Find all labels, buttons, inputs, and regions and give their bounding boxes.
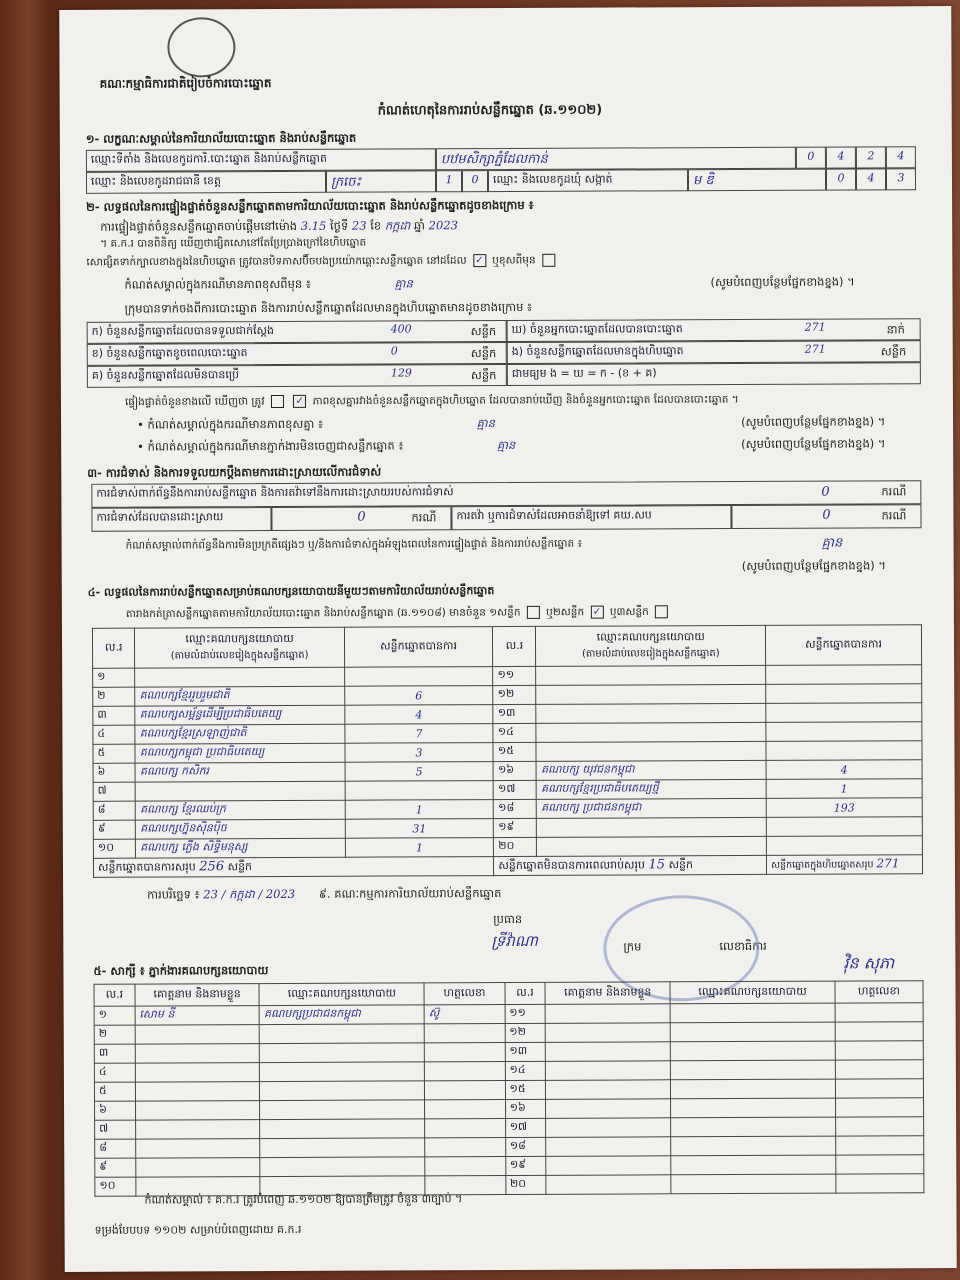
commune-value: ម ឌិ bbox=[688, 169, 826, 192]
commune-code-digit: 0 bbox=[826, 168, 856, 190]
total-valid-cell: សន្លឹកឆ្នោតបានការសរុប 256 សន្លឹក bbox=[93, 857, 493, 878]
row-number: ៧ bbox=[93, 782, 135, 801]
vote-count: 3 bbox=[345, 743, 494, 763]
col-no: ល.រ bbox=[493, 626, 536, 666]
party-name bbox=[536, 722, 766, 742]
party-name bbox=[135, 781, 344, 801]
witness-party bbox=[260, 1100, 425, 1120]
section5-title: ៥- សាក្សី ៖ ភ្នាក់ងារគណបក្សនយោបាយ bbox=[93, 963, 269, 978]
witness-party: គណបក្សប្រជាជនកម្ពុជា bbox=[259, 1005, 424, 1025]
witness-signature bbox=[836, 1136, 924, 1155]
formula: ជាមធ្យម ង = ឃ = ក - (ខ + គ) bbox=[507, 362, 921, 386]
witness-party bbox=[260, 1043, 425, 1063]
row-number: ១ bbox=[94, 1006, 135, 1025]
witness-party bbox=[670, 1022, 835, 1042]
seal-line: សោផ្សិតទាក់ក្បាលខាងក្នុងនៃហិបឆ្នោត ត្រូវបានបិទភាសប៊ិ៍ចបងប្រយ៉ោកឆ្ពោះសន្លឹកឆ្នោត នៅដដែល ✓ ឬខុសពីមុន bbox=[86, 254, 558, 272]
witness-signature bbox=[835, 1041, 923, 1060]
note2-value: គ្មាន bbox=[476, 416, 495, 431]
witness-signature bbox=[424, 1024, 504, 1043]
appeal-label: ការតវ៉ា ឬការជំទាស់ដែលអាចនាំឱ្យទៅ គឃ.សប bbox=[451, 505, 731, 530]
row-a-label: ក) ចំនួនសន្លឹកឆ្នោតដែលបានទទួលជាក់ស្ដែង bbox=[87, 320, 507, 344]
witness-name bbox=[546, 1118, 671, 1138]
row-number: ៩ bbox=[93, 820, 135, 839]
chair-label: ប្រធាន bbox=[493, 911, 523, 927]
party-name: គណបក្សកម្ពុជា ប្រជាធិបតេយ្យ bbox=[135, 743, 344, 763]
row-number: ៥ bbox=[94, 1082, 135, 1101]
party-name: គណបក្សហ្វ៊ុនស៊ិនប៉ិច bbox=[136, 819, 345, 839]
row-number: ១២ bbox=[505, 1023, 546, 1042]
witness-party bbox=[670, 1060, 835, 1080]
vote-count bbox=[766, 722, 922, 742]
row-c-label: គ) ចំនួនសន្លឹកឆ្នោតដែលមិនបានប្រើ bbox=[87, 364, 507, 388]
witness-party bbox=[671, 1117, 836, 1137]
row-a-unit: សន្លឹក bbox=[470, 324, 497, 339]
section3-title: ៣- ការជំទាស់ និងការទទួលយកប្តឹងតាមការដោះស្រាយលើការជំទាស់ bbox=[87, 464, 382, 480]
party-results-table bbox=[92, 624, 923, 878]
row-number: ១៥ bbox=[493, 742, 536, 761]
witness-party bbox=[670, 1003, 835, 1023]
row-number: ៥ bbox=[93, 744, 135, 763]
witness-party bbox=[671, 1155, 836, 1175]
row-number: ១៨ bbox=[494, 799, 537, 818]
section1-title: ១- លក្ខណៈសម្គាល់នៃការិយាល័យបោះឆ្នោត និងរាប់សន្លឹកឆ្នោត bbox=[85, 130, 357, 146]
col-party: ឈ្មោះគណបក្សនយោបាយ (តាមលំដាប់លេខរៀងក្នុងសន្លឹកឆ្នោត) bbox=[536, 625, 766, 666]
ballot-count-form bbox=[59, 6, 956, 1272]
row-number: ២ bbox=[94, 1025, 135, 1044]
row-number: ១០ bbox=[95, 1177, 136, 1196]
seal-changed-checkbox[interactable] bbox=[542, 254, 555, 267]
witness-signature bbox=[836, 1155, 924, 1174]
party-name: គណបក្ស ប្រជាជនកម្ពុជា bbox=[537, 798, 767, 818]
party-name bbox=[536, 665, 766, 685]
row-number: ១៦ bbox=[505, 1099, 546, 1118]
note2-hint: (សូមបំពេញបន្ថែមផ្នែកខាងខ្នង) ។ bbox=[741, 414, 886, 429]
compare-line: ផ្ទៀងផ្ទាត់ចំនួនខាងលើ ឃើញថា ត្រូវ ✓ ភាពខុសគ្នារវាងចំនួនសន្លឹកឆ្នោតក្នុងហិបឆ្នោត ដែលបានរាប់ឃើញ និងចំនួនអ្នកបោះឆ្នោត ដែលបានបោះឆ្នោត ។ bbox=[124, 393, 739, 409]
province-code-digit: 0 bbox=[462, 170, 488, 192]
row-number: ១៨ bbox=[505, 1137, 546, 1156]
made-date-line: ការបរិច្ឆេទ ៖ 23 / កក្កដា / 2023 ៩. គណៈកម្មការការិយាល័យរាប់សន្លឹកឆ្នោត bbox=[147, 886, 502, 902]
commune-code-digit: 3 bbox=[886, 168, 916, 190]
row-number: ៨ bbox=[95, 1139, 136, 1158]
appeal-count: 0 bbox=[731, 504, 921, 529]
party-name: គណបក្ស ភ្លើង សិទ្ធិមនុស្ស bbox=[136, 838, 345, 858]
witness-name bbox=[546, 1156, 671, 1176]
witness-name bbox=[135, 1044, 260, 1064]
verify-time-line: ការផ្ទៀងផ្ទាត់ចំនួនសន្លឹកឆ្នោតចាប់ផ្ដើមនៅម៉ោង 3.15 ថ្ងៃទី 23 ខែ កក្កដា ឆ្នាំ 2023 bbox=[100, 218, 458, 234]
nec-emblem-icon bbox=[167, 17, 235, 77]
witness-party bbox=[260, 1062, 425, 1082]
witness-party bbox=[671, 1098, 836, 1118]
party-name: គណបក្សសម្ព័ន្ធដើម្បីប្រជាធិបតេយ្យ bbox=[135, 705, 344, 725]
party-name: គណបក្សខ្មែរស្រឡាញ់ជាតិ bbox=[135, 724, 344, 744]
vote-count: 7 bbox=[345, 724, 494, 744]
start-year: 2023 bbox=[428, 218, 458, 233]
party-name: គណបក្ស ខ្មែរឈប់ក្រ bbox=[136, 800, 345, 820]
note3-value: គ្មាន bbox=[496, 437, 516, 453]
vote-count: 31 bbox=[345, 819, 494, 839]
row-number: ១៩ bbox=[505, 1156, 546, 1175]
witness-name bbox=[136, 1158, 261, 1178]
party-name bbox=[135, 667, 344, 687]
section2-title: ២- លទ្ធផលនៃការផ្ទៀងផ្ទាត់ចំនួនសន្លឹកឆ្នោតតាមការិយាល័យបោះឆ្នោត និងរាប់សន្លឹកឆ្នោតដូចខាងក្រោម ៖ bbox=[86, 197, 534, 214]
witness-name bbox=[135, 1101, 260, 1121]
secretary-signature: វ៉ិន សុភា bbox=[843, 953, 895, 973]
total-invalid-cell: សន្លឹកឆ្នោតមិនបានការពេលរាប់សរុប 15 សន្លឹក bbox=[494, 855, 767, 875]
col-votes: សន្លឹកឆ្នោតបានការ bbox=[344, 627, 493, 668]
party-name: គណបក្សខ្មែរប្រជាធិបតេយ្យថ្មី bbox=[537, 779, 767, 799]
row-number: ១១ bbox=[505, 1004, 546, 1023]
witness-signature bbox=[835, 1098, 923, 1117]
resolved-count: 0 bbox=[271, 506, 451, 531]
row-number: ១៥ bbox=[505, 1080, 546, 1099]
witness-signature: ស៊ូ bbox=[424, 1005, 504, 1024]
col-party: ឈ្មោះគណបក្សនយោបាយ (តាមលំដាប់លេខរៀងក្នុងសន្លឹកឆ្នោត) bbox=[135, 627, 345, 668]
member-label: ក្រម bbox=[623, 939, 642, 954]
witness-party bbox=[670, 1041, 835, 1061]
seal-intact-checkbox[interactable]: ✓ bbox=[473, 254, 486, 267]
note1-hint: (សូមបំពេញបន្ថែមផ្នែកខាងខ្នង) ។ bbox=[710, 274, 855, 290]
compare-diff-checkbox[interactable]: ✓ bbox=[293, 395, 306, 408]
compare-ok-checkbox[interactable] bbox=[271, 395, 284, 408]
form-footer: ទម្រង់បែបបទ ១១០២ សម្រាប់បំពេញដោយ គ.ក.រ bbox=[94, 1222, 302, 1237]
witness-signature bbox=[425, 1100, 505, 1119]
party-name bbox=[536, 703, 766, 723]
one-sheet-checkbox[interactable] bbox=[527, 606, 540, 619]
start-day: 23 bbox=[351, 218, 367, 233]
province-value: ក្រចេះ bbox=[326, 170, 436, 192]
note2-line: • កំណត់សម្គាល់ក្នុងករណីមានភាពខុសគ្នា ៖ គ្មាន bbox=[137, 416, 495, 432]
witness-signature bbox=[425, 1043, 505, 1062]
made-date: 23 / កក្កដា / 2023 bbox=[203, 886, 296, 902]
row-number: ៣ bbox=[94, 1044, 135, 1063]
col-party: ឈ្មោះគណបក្សនយោបាយ bbox=[259, 983, 424, 1006]
row-number: ៦ bbox=[95, 1101, 136, 1120]
station-code-digit: 4 bbox=[886, 146, 916, 168]
row-number: ១៧ bbox=[505, 1118, 546, 1137]
row-number: ១០ bbox=[93, 839, 135, 858]
vote-count bbox=[766, 836, 922, 856]
secretary-label: លេខាធិការ bbox=[719, 938, 767, 954]
witness-signature bbox=[835, 1060, 923, 1079]
note3-hint: (សូមបំពេញបន្ថែមផ្នែកខាងខ្នង) ។ bbox=[741, 436, 886, 451]
row-e-unit: សន្លឹក bbox=[880, 344, 907, 359]
vote-count: 4 bbox=[345, 705, 494, 725]
witness-name bbox=[135, 1082, 260, 1102]
province-code-digit: 1 bbox=[436, 170, 462, 192]
witness-signature bbox=[425, 1119, 505, 1138]
party-name bbox=[537, 836, 767, 856]
row-number: ៤ bbox=[94, 1063, 135, 1082]
vote-count: 1 bbox=[345, 800, 494, 820]
party-name bbox=[537, 817, 767, 837]
witness-name bbox=[546, 1023, 671, 1043]
complaint-count: 0 bbox=[821, 484, 830, 500]
witness-table bbox=[94, 980, 925, 1197]
col-name: គោត្តនាម និងនាមខ្លួន bbox=[545, 982, 670, 1005]
witness-signature bbox=[835, 1022, 923, 1041]
vote-count bbox=[766, 741, 922, 761]
vote-count: 193 bbox=[766, 798, 922, 818]
row-d-value: 271 bbox=[804, 320, 826, 334]
row-number: ៤ bbox=[93, 725, 135, 744]
witness-party bbox=[670, 1079, 835, 1099]
witness-name bbox=[135, 1063, 260, 1083]
row-number: ៩ bbox=[95, 1158, 136, 1177]
party-name bbox=[536, 684, 766, 704]
witness-name bbox=[546, 1137, 671, 1157]
row-number: ១២ bbox=[493, 685, 536, 704]
complaint-unit: ករណី bbox=[881, 484, 907, 499]
three-sheet-checkbox[interactable] bbox=[655, 605, 668, 618]
col-no: ល.រ bbox=[94, 984, 135, 1006]
witness-name bbox=[546, 1061, 671, 1081]
witness-party bbox=[260, 1138, 425, 1158]
total-box-value: 271 bbox=[876, 856, 900, 871]
row-d-unit: នាក់ bbox=[886, 322, 905, 337]
section4-title: ៤- លទ្ធផលនៃការរាប់សន្លឹកឆ្នោតសម្រាប់គណបក្សនយោបាយនីមួយៗតាមការិយាល័យរាប់សន្លឹកឆ្នោត bbox=[87, 584, 495, 599]
party-name: គណបក្ស កសិករ bbox=[135, 762, 344, 782]
polling-station-value: បឋមសិក្សាភ្នំដែលកាន់ bbox=[436, 147, 796, 171]
total-invalid-value: 15 bbox=[648, 856, 666, 872]
witness-party bbox=[671, 1136, 836, 1156]
vote-count: 6 bbox=[344, 686, 493, 706]
witness-signature bbox=[425, 1081, 505, 1100]
witness-signature bbox=[835, 1079, 923, 1098]
row-e-label: ង) ចំនួនសន្លឹកឆ្នោតដែលមានក្នុងហិបឆ្នោត bbox=[507, 340, 921, 364]
witness-party bbox=[260, 1157, 425, 1177]
witness-signature bbox=[425, 1157, 505, 1176]
row-d-label: ឃ) ចំនួនអ្នកបោះឆ្នោតដែលបានបោះឆ្នោត bbox=[507, 318, 921, 342]
witness-name bbox=[546, 1175, 671, 1195]
row-number: ៨ bbox=[93, 801, 135, 820]
vote-count: 1 bbox=[345, 838, 494, 858]
witness-signature bbox=[425, 1062, 505, 1081]
polling-station-label: ឈ្មោះទីតាំង និងលេខកូដការិ.បោះឆ្នោត និងរាប់សន្លឹកឆ្នោត bbox=[86, 148, 436, 172]
complaint-row1: ការជំទាស់ពាក់ព័ន្ធនឹងការរាប់សន្លឹកឆ្នោត និងការតវ៉ាទៅនឹងការដោះស្រាយរបស់ការជំទាស់ bbox=[91, 480, 921, 508]
vote-count bbox=[766, 665, 922, 685]
station-code-digit: 0 bbox=[796, 147, 826, 169]
witness-party bbox=[260, 1119, 425, 1139]
station-code-digit: 2 bbox=[856, 146, 886, 168]
vote-count bbox=[345, 781, 494, 801]
row-number: ១៣ bbox=[505, 1042, 546, 1061]
row-number: ៣ bbox=[93, 706, 135, 725]
col-no: ល.រ bbox=[505, 982, 546, 1004]
vote-count: 1 bbox=[766, 779, 922, 799]
row-number: ២០ bbox=[494, 837, 537, 856]
appeal-unit: ករណី bbox=[881, 508, 907, 523]
vote-count: 4 bbox=[766, 760, 922, 780]
commune-label: ឈ្មោះ និងលេខកូដឃុំ សង្កាត់ bbox=[488, 169, 688, 192]
row-number: ១៧ bbox=[493, 780, 536, 799]
row-b-label: ខ) ចំនួនសន្លឹកឆ្នោតខូចពេលបោះឆ្នោត bbox=[87, 342, 507, 366]
row-number: ១៦ bbox=[493, 761, 536, 780]
vote-count bbox=[766, 817, 922, 837]
party-name: គណបក្សខ្មែររួបរួមជាតិ bbox=[135, 686, 344, 706]
row-number: ៧ bbox=[95, 1120, 136, 1139]
row-number: ១៤ bbox=[493, 723, 536, 742]
witness-party bbox=[260, 1081, 425, 1101]
party-name bbox=[536, 741, 766, 761]
start-time: 3.15 bbox=[300, 218, 327, 233]
witness-name bbox=[546, 1004, 671, 1024]
witness-name bbox=[546, 1080, 671, 1100]
start-month: កក្កដា bbox=[384, 218, 411, 233]
station-code-digit: 4 bbox=[826, 146, 856, 168]
row-b-value: 0 bbox=[390, 344, 398, 358]
two-sheet-checkbox[interactable]: ✓ bbox=[590, 606, 603, 619]
col-party: ឈ្មោះគណបក្សនយោបាយ bbox=[670, 981, 835, 1004]
witness-name bbox=[135, 1025, 260, 1045]
col-sign: ហត្ថលេខា bbox=[835, 981, 923, 1003]
note3-line: • កំណត់សម្គាល់ក្នុងករណីមានភ្នាក់ងារមិនចេញជាសន្លឹកឆ្នោត ៖ គ្មាន bbox=[137, 437, 516, 454]
witness-name: សោម នី bbox=[135, 1006, 260, 1026]
section3-note-value: គ្មាន bbox=[821, 535, 843, 551]
chair-signature: ទ្រីវ៉ាណា bbox=[491, 931, 538, 951]
col-no: ល.រ bbox=[92, 628, 135, 668]
witness-signature bbox=[425, 1138, 505, 1157]
verify-line-suffix: ។ គ.ក.រ បានពិនិត្យ ឃើញថាផ្សិតសោនៅតែប្រែប្រាងក្រៅនៃហិបឆ្នោត bbox=[100, 236, 367, 250]
row-number: ១ bbox=[93, 668, 135, 687]
resolved-unit: ករណី bbox=[411, 510, 437, 525]
row-number: ២០ bbox=[505, 1175, 546, 1194]
section4-subtitle: តារាងកត់ត្រាសន្លឹកឆ្នោតតាមការិយាល័យបោះឆ្នោត និងរាប់សន្លឹកឆ្នោត (ឆ.១១០៨) មានចំនួន ១សន្លឹក ឬ២សន្លឹក ✓ ឬ៣សន្លឹក bbox=[126, 605, 671, 623]
row-c-value: 129 bbox=[390, 366, 412, 380]
witness-party bbox=[260, 1024, 425, 1044]
col-sign: ហត្ថលេខា bbox=[424, 983, 504, 1005]
row-number: ៦ bbox=[93, 763, 135, 782]
form-title: កំណត់ហេតុនៃការរាប់សន្លឹកឆ្នោត (ឆ.១១០២) bbox=[377, 102, 603, 119]
row-number: ១១ bbox=[493, 666, 536, 685]
row-number: ១៩ bbox=[494, 818, 537, 837]
commune-code-digit: 4 bbox=[856, 168, 886, 190]
witness-name bbox=[546, 1042, 671, 1062]
witness-signature bbox=[835, 1003, 923, 1022]
row-number: ១៣ bbox=[493, 704, 536, 723]
witness-signature bbox=[836, 1117, 924, 1136]
province-label: ឈ្មោះ និងលេខកូដរាជធានី ខេត្ត bbox=[86, 171, 326, 194]
col-votes: សន្លឹកឆ្នោតបានការ bbox=[765, 625, 921, 666]
witness-party bbox=[671, 1174, 836, 1194]
witness-name bbox=[135, 1120, 260, 1140]
witness-name bbox=[546, 1099, 671, 1119]
total-valid-value: 256 bbox=[199, 858, 225, 874]
witness-signature bbox=[836, 1174, 924, 1193]
row-c-unit: សន្លឹក bbox=[470, 368, 497, 383]
org-name: គណៈកម្មាធិការជាតិរៀបចំការបោះឆ្នោត bbox=[99, 76, 272, 91]
counts-intro: ក្រុមបានទាក់ចងពីការបោះឆ្នោត និងការរាប់សន្លឹកឆ្នោតដែលមានក្នុងហិបឆ្នោតមានដូចខាងក្រោម ៖ bbox=[124, 299, 533, 316]
footnote: កំណត់សម្គាល់ ៖ គ.ក.រ ត្រូវបំពេញ ឆ.១១០២ ឱ្យបានត្រឹមត្រូវ ចំនួន ៣ច្បាប់ ។ bbox=[144, 1192, 463, 1207]
vote-count bbox=[766, 684, 922, 704]
party-name: គណបក្ស យុវជនកម្ពុជា bbox=[537, 760, 767, 780]
resolved-label: ការជំទាស់ដែលបានដោះស្រាយ bbox=[91, 507, 271, 532]
section3-note-hint: (សូមបំពេញបន្ថែមផ្នែកខាងខ្នង) ។ bbox=[741, 558, 887, 573]
row-number: ២ bbox=[93, 687, 135, 706]
col-name: គោត្តនាម និងនាមខ្លួន bbox=[135, 984, 260, 1007]
vote-count bbox=[766, 703, 922, 723]
total-box-cell: សន្លឹកឆ្នោតក្នុងហិបឆ្នោតសរុប 271 bbox=[766, 855, 922, 875]
row-e-value: 271 bbox=[804, 342, 826, 356]
row-a-value: 400 bbox=[390, 322, 412, 336]
note1-value: គ្មាន bbox=[394, 276, 413, 291]
vote-count: 5 bbox=[345, 762, 494, 782]
row-b-unit: សន្លឹក bbox=[470, 346, 497, 361]
vote-count bbox=[344, 667, 493, 687]
row-number: ១៤ bbox=[505, 1061, 546, 1080]
section3-note-label: កំណត់សម្គាល់ពាក់ព័ន្ធនឹងការមិនប្រក្រតីផ្សេងៗ ឬ/និងការជំទាស់ក្នុងអំឡុងពេលនៃការផ្ទៀងផ្ទាត់ និងការរាប់សន្លឹកឆ្នោត ៖ bbox=[125, 537, 583, 552]
witness-name bbox=[135, 1139, 260, 1159]
note1-line: កំណត់សម្គាល់ក្នុងករណីមានភាពខុសពីមុន ៖ គ្មាន bbox=[124, 276, 413, 292]
